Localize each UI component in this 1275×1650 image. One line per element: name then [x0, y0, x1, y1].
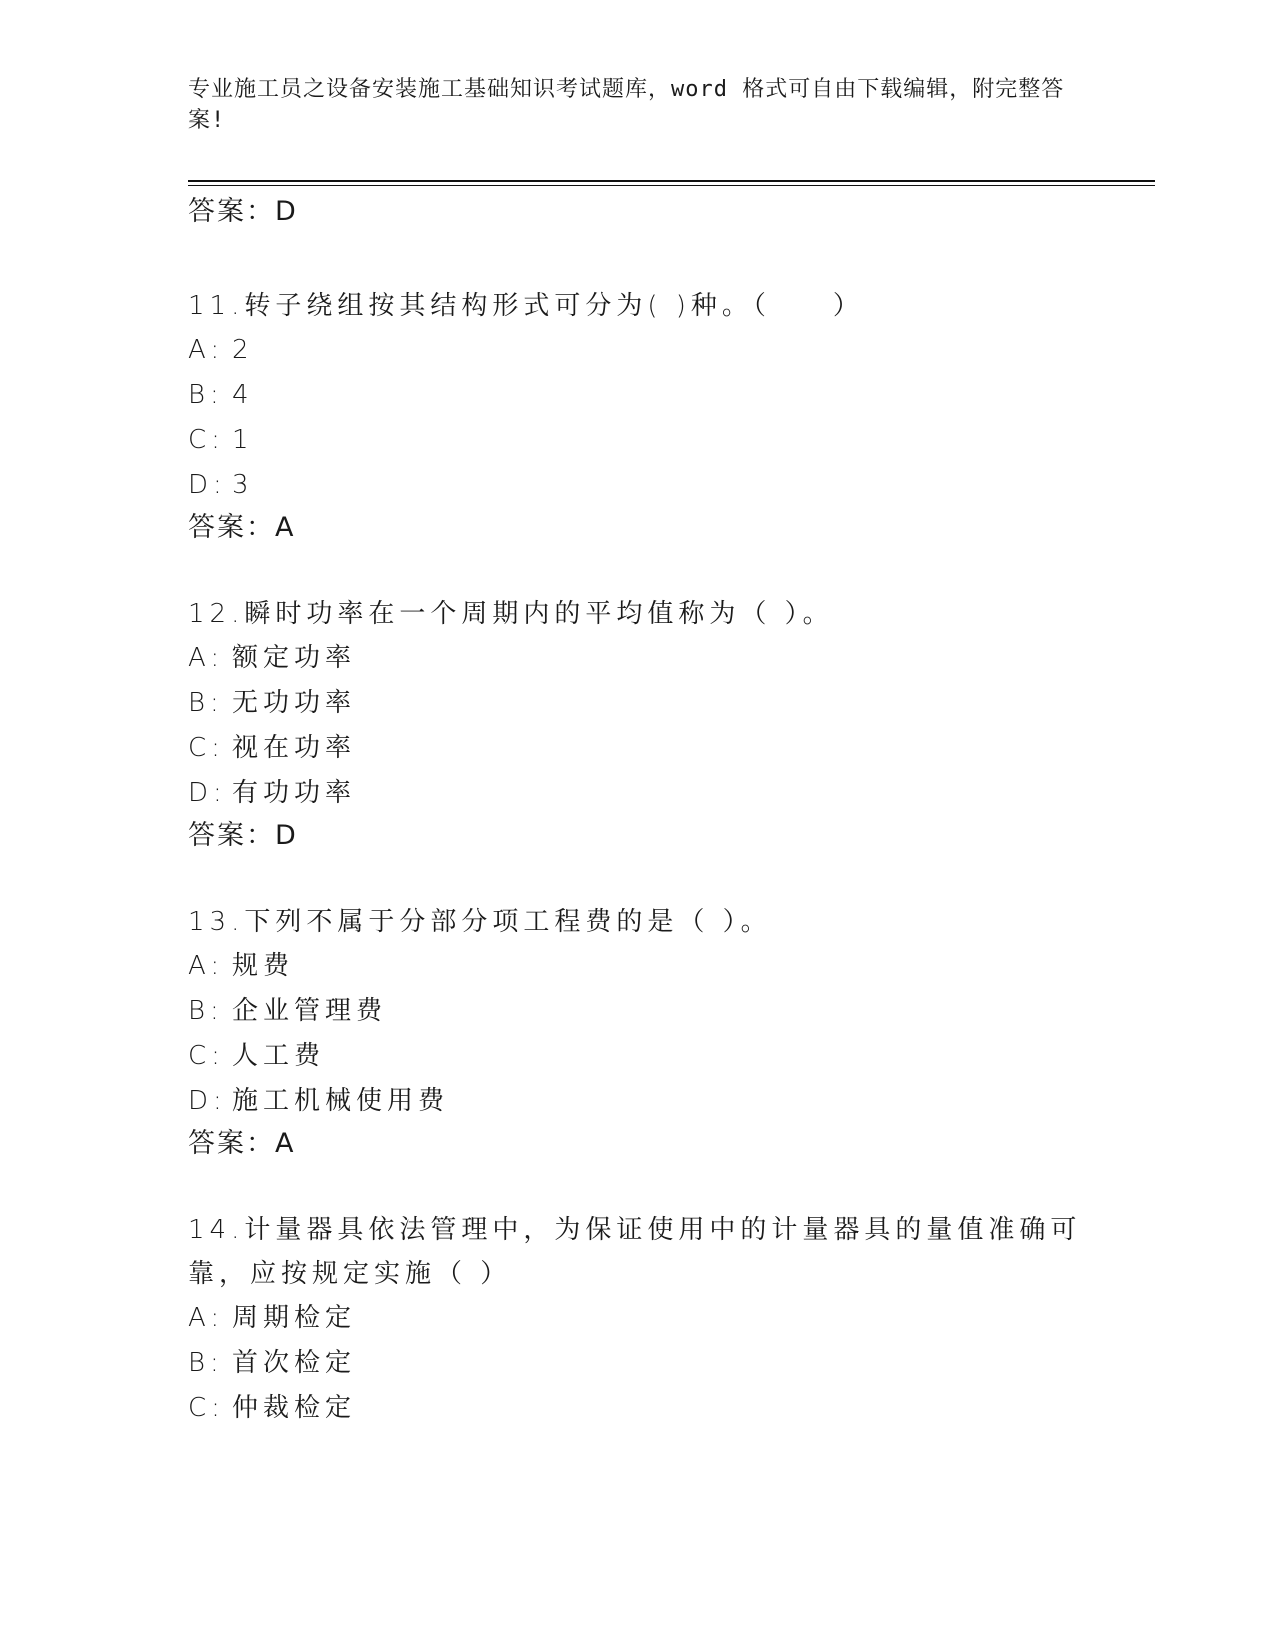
question-12 — [188, 592, 1088, 862]
question-14 — [188, 1208, 1088, 1431]
option-letter: A: — [188, 643, 225, 673]
option-c — [188, 1386, 1088, 1431]
option-a — [188, 636, 1088, 681]
option-letter: D: — [188, 470, 227, 500]
option-letter: C: — [188, 425, 225, 455]
option-c — [188, 418, 1088, 463]
answer-line: 答案：A — [188, 1128, 296, 1159]
option-text: 施工机械使用费 — [232, 1086, 450, 1116]
option-text: 规费 — [232, 951, 295, 981]
answer-line: 答案：A — [188, 512, 296, 543]
header-divider-thin — [188, 185, 1155, 186]
option-letter: C: — [188, 733, 225, 763]
option-text: 仲裁检定 — [232, 1393, 357, 1423]
option-text: 视在功率 — [232, 733, 357, 763]
question-stem: 11.转子绕组按其结构形式可分为( )种。（ ） — [188, 291, 864, 321]
option-letter: B: — [188, 380, 224, 410]
question-stem: 12.瞬时功率在一个周期内的平均值称为（ ）。 — [188, 599, 834, 629]
option-letter: A: — [188, 335, 225, 365]
option-b — [188, 1341, 1088, 1386]
option-text: 4 — [232, 380, 254, 410]
question-11 — [188, 284, 1088, 554]
document-header: 专业施工员之设备安装施工基础知识考试题库，word 格式可自由下载编辑，附完整答案! — [188, 77, 1065, 133]
answer-line: 答案：D — [188, 820, 298, 851]
option-a — [188, 1296, 1088, 1341]
option-text: 人工费 — [232, 1041, 326, 1071]
option-text: 3 — [232, 470, 254, 500]
option-b — [188, 373, 1088, 418]
question-list — [188, 284, 1088, 1469]
option-letter: D: — [188, 1086, 227, 1116]
question-stem: 13.下列不属于分部分项工程费的是（ ）。 — [188, 907, 772, 937]
option-b — [188, 681, 1088, 726]
option-text: 企业管理费 — [232, 996, 388, 1026]
header-divider-thick — [188, 180, 1155, 182]
option-d — [188, 1079, 1088, 1124]
option-letter: B: — [188, 1348, 224, 1378]
option-letter: A: — [188, 951, 225, 981]
option-letter: C: — [188, 1393, 225, 1423]
option-text: 无功功率 — [232, 688, 357, 718]
previous-answer: 答案：D — [188, 196, 298, 227]
option-d — [188, 771, 1088, 816]
option-b — [188, 989, 1088, 1034]
option-letter: B: — [188, 996, 224, 1026]
option-c — [188, 726, 1088, 771]
question-stem: 14.计量器具依法管理中，为保证使用中的计量器具的量值准确可靠，应按规定实施（ ） — [188, 1215, 1082, 1289]
option-a — [188, 944, 1088, 989]
option-d — [188, 463, 1088, 508]
option-letter: B: — [188, 688, 224, 718]
question-13 — [188, 900, 1088, 1170]
option-a — [188, 328, 1088, 373]
option-letter: A: — [188, 1303, 225, 1333]
option-letter: D: — [188, 778, 227, 808]
option-text: 周期检定 — [232, 1303, 357, 1333]
option-text: 首次检定 — [232, 1348, 357, 1378]
option-text: 1 — [232, 425, 254, 455]
option-c — [188, 1034, 1088, 1079]
option-text: 额定功率 — [232, 643, 357, 673]
option-letter: C: — [188, 1041, 225, 1071]
option-text: 2 — [232, 335, 254, 365]
option-text: 有功功率 — [232, 778, 357, 808]
